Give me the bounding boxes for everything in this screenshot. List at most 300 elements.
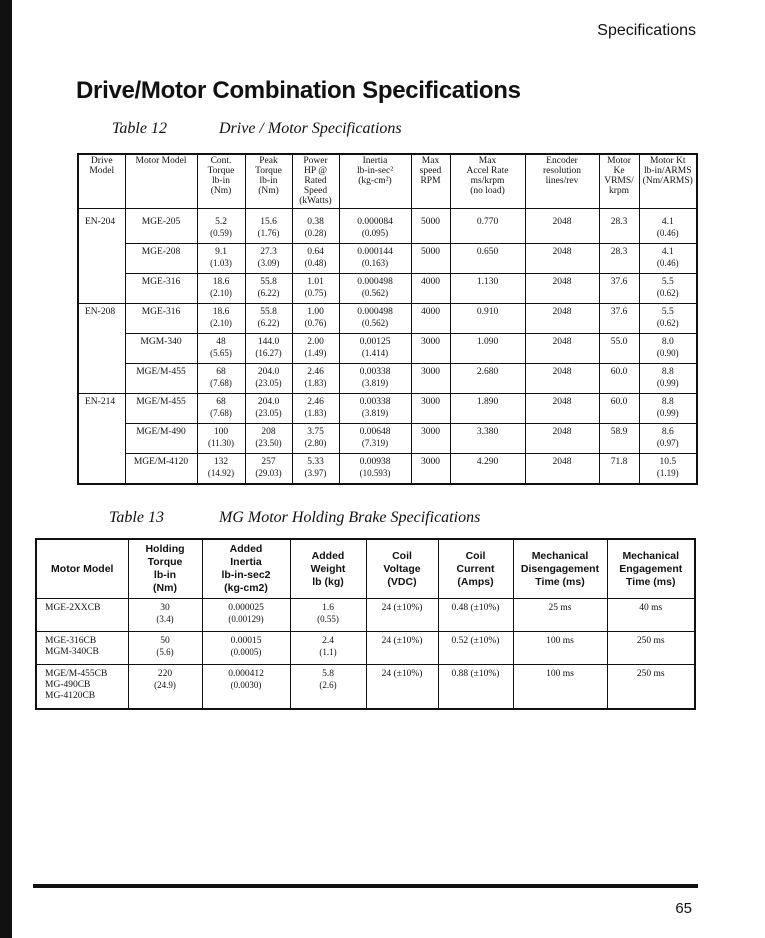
- value: 2048: [552, 337, 572, 347]
- encoder-cell: [525, 209, 599, 244]
- metric-value: (7.68): [210, 378, 232, 388]
- value: 0.000144: [357, 247, 393, 257]
- peak-torque-cell: [245, 274, 292, 304]
- value: 2.46: [307, 367, 324, 377]
- inertia-cell: [339, 209, 411, 244]
- value: 15.6: [260, 217, 277, 227]
- value: 8.6: [661, 427, 674, 437]
- added-weight-cell: [290, 632, 366, 665]
- header-line: Time (ms): [626, 575, 676, 588]
- value: 0.000025: [228, 603, 264, 613]
- metric-value: (0.163): [361, 258, 389, 268]
- motor-ke-cell: [599, 424, 639, 454]
- metric-value: (0.90): [656, 348, 679, 358]
- header-line: (Amps): [457, 575, 494, 588]
- table12-header-cell: [639, 154, 697, 209]
- cont-torque-cell: [197, 394, 245, 424]
- value: 3.75: [307, 427, 324, 437]
- value: 5000: [421, 247, 440, 257]
- value: 2048: [552, 427, 572, 437]
- metric-value: (0.62): [656, 288, 679, 298]
- table13-header-cell: [607, 539, 695, 599]
- brake-spec-table: [35, 538, 696, 710]
- header-line: resolution: [543, 166, 581, 176]
- accel-rate-cell: [450, 424, 525, 454]
- value: MGE-205: [141, 217, 181, 227]
- max-speed-cell: [411, 394, 450, 424]
- value: 5.33: [307, 457, 324, 467]
- table-row: [78, 334, 697, 364]
- metric-value: (24.9): [154, 680, 176, 690]
- power-cell: [292, 244, 339, 274]
- metric-value: (1.83): [304, 408, 327, 418]
- metric-value: (0.28): [304, 228, 327, 238]
- value: 37.6: [610, 307, 628, 317]
- added-weight-cell: [290, 599, 366, 632]
- value: 0.910: [476, 307, 499, 317]
- header-line: (VDC): [387, 575, 417, 588]
- value: 5.2: [215, 217, 227, 227]
- metric-value: (0.97): [656, 438, 679, 448]
- motor-kt-cell: [639, 244, 697, 274]
- value: 60.0: [610, 397, 628, 407]
- value: 0.00338: [359, 367, 391, 377]
- cont-torque-cell: [197, 244, 245, 274]
- motor-model: MG-490CB: [45, 680, 91, 690]
- header-line: lb-in-sec2: [221, 569, 271, 581]
- metric-value: (0.562): [361, 318, 389, 328]
- value: 4.290: [476, 457, 499, 467]
- value: 1.890: [476, 397, 499, 407]
- header-line: Motor Model: [51, 562, 114, 575]
- encoder-cell: [525, 304, 599, 334]
- encoder-cell: [525, 454, 599, 485]
- cont-torque-cell: [197, 334, 245, 364]
- header-line: Added: [311, 549, 345, 562]
- metric-value: (0.99): [656, 378, 679, 388]
- value: 0.38: [307, 217, 324, 227]
- header-line: Voltage: [383, 562, 421, 575]
- holding-torque-cell: [128, 599, 202, 632]
- added-inertia-cell: [202, 632, 290, 665]
- power-cell: [292, 274, 339, 304]
- header-line: lb-in-sec²: [356, 166, 394, 176]
- value: 68: [216, 397, 226, 407]
- value: 50: [160, 636, 170, 646]
- value: 2048: [552, 247, 572, 257]
- peak-torque-cell: [245, 334, 292, 364]
- value: MGE/M-455: [136, 397, 186, 407]
- table-row: [78, 424, 697, 454]
- table-row: [78, 209, 697, 244]
- value: 257: [261, 457, 276, 467]
- value: MGE-208: [141, 247, 181, 257]
- header-line: Peak: [259, 156, 278, 166]
- table12-header-cell: [292, 154, 339, 209]
- value: 58.9: [610, 427, 628, 437]
- value: 68: [216, 367, 226, 377]
- inertia-cell: [339, 304, 411, 334]
- metric-value: (0.62): [656, 318, 679, 328]
- motor-kt-cell: [639, 424, 697, 454]
- header-line: HP @: [304, 166, 327, 176]
- value: MGE-316: [141, 307, 181, 317]
- header-line: Rated: [304, 176, 327, 186]
- value: 2048: [552, 397, 572, 407]
- disengagement-time-cell: [513, 665, 607, 710]
- header-line: Weight: [310, 562, 346, 575]
- value: 0.52 (±10%): [451, 636, 500, 646]
- power-cell: [292, 454, 339, 485]
- motor-model: MGE-316CB: [45, 636, 97, 646]
- value: 10.5: [659, 457, 677, 467]
- header-line: lb-in: [153, 569, 177, 581]
- metric-value: (5.6): [156, 647, 174, 657]
- header-line: Encoder: [546, 156, 578, 166]
- motor-model-cell: [125, 394, 197, 424]
- metric-value: (1.414): [361, 348, 389, 358]
- metric-value: (29.03): [255, 468, 282, 478]
- header-line: RPM: [420, 176, 441, 186]
- drive-model-cell: [78, 274, 125, 304]
- coil-current-cell: [438, 599, 513, 632]
- value: 2.680: [476, 367, 499, 377]
- metric-value: (3.97): [304, 468, 327, 478]
- metric-value: (14.92): [207, 468, 235, 478]
- header-line: Current: [456, 562, 495, 575]
- motor-model-cell: [125, 334, 197, 364]
- inertia-cell: [339, 364, 411, 394]
- header-line: Added: [229, 543, 263, 555]
- table-row: [78, 244, 697, 274]
- table12-header-cell: [411, 154, 450, 209]
- motor-model: MGE-2XXCB: [45, 603, 101, 613]
- inertia-cell: [339, 244, 411, 274]
- value: 0.00938: [359, 457, 391, 467]
- value: 24 (±10%): [381, 636, 423, 646]
- drive-model-cell: [78, 364, 125, 394]
- header-line: Mechanical: [531, 549, 589, 562]
- header-line: Inertia: [230, 556, 262, 568]
- drive-model-cell: [78, 454, 125, 485]
- footer-rule: [33, 884, 698, 888]
- metric-value: (0.76): [304, 318, 327, 328]
- table13-header-cell: [36, 539, 128, 599]
- metric-value: (0.46): [656, 258, 679, 268]
- value: 18.6: [212, 307, 230, 317]
- table-row: [78, 364, 697, 394]
- peak-torque-cell: [245, 454, 292, 485]
- metric-value: (0.55): [317, 614, 339, 624]
- cont-torque-cell: [197, 274, 245, 304]
- value: 3.380: [476, 427, 499, 437]
- metric-value: (0.0005): [230, 647, 262, 657]
- cont-torque-cell: [197, 209, 245, 244]
- page-number: 65: [675, 900, 692, 917]
- value: 5.8: [322, 669, 334, 679]
- table12-body: [78, 209, 697, 485]
- motor-model-cell: [36, 632, 128, 665]
- metric-value: (1.19): [656, 468, 679, 478]
- inertia-cell: [339, 454, 411, 485]
- value: 27.3: [260, 247, 277, 257]
- motor-ke-cell: [599, 454, 639, 485]
- value: 5000: [421, 217, 440, 227]
- header-line: lb (kg): [312, 575, 344, 588]
- value: 25 ms: [548, 603, 572, 613]
- table12-header-cell: [245, 154, 292, 209]
- peak-torque-cell: [245, 424, 292, 454]
- value: 0.00338: [359, 397, 391, 407]
- table12-header-cell: [450, 154, 525, 209]
- max-speed-cell: [411, 304, 450, 334]
- page-title: Drive/Motor Combination Specifications: [76, 77, 521, 104]
- peak-torque-cell: [245, 209, 292, 244]
- value: 24 (±10%): [381, 603, 423, 613]
- motor-model-cell: [125, 364, 197, 394]
- metric-value: (6.22): [257, 288, 280, 298]
- metric-value: (2.10): [210, 318, 232, 328]
- encoder-cell: [525, 364, 599, 394]
- value: 132: [213, 457, 229, 467]
- value: 100: [213, 427, 229, 437]
- header-line: Time (ms): [535, 575, 585, 588]
- table13-header-cell: [290, 539, 366, 599]
- power-cell: [292, 424, 339, 454]
- header-line: (Nm): [153, 582, 177, 594]
- disengagement-time-cell: [513, 632, 607, 665]
- cont-torque-cell: [197, 454, 245, 485]
- table-row: [36, 665, 695, 710]
- value: 204.0: [257, 397, 280, 407]
- motor-model-cell: [36, 599, 128, 632]
- table12-header-cell: [197, 154, 245, 209]
- metric-value: (23.50): [255, 438, 282, 448]
- cont-torque-cell: [197, 424, 245, 454]
- value: MGE/M-4120: [133, 457, 189, 467]
- header-line: (kg-cm²): [358, 176, 392, 186]
- value: 100 ms: [546, 669, 574, 679]
- header-line: Drive: [90, 156, 113, 166]
- inertia-cell: [339, 334, 411, 364]
- value: MGM-340: [140, 337, 182, 347]
- value: 40 ms: [639, 603, 663, 613]
- value: 3000: [421, 397, 440, 407]
- metric-value: (3.819): [361, 408, 389, 418]
- table13-body: [36, 599, 695, 710]
- peak-torque-cell: [245, 364, 292, 394]
- value: 37.6: [610, 277, 628, 287]
- drive-motor-spec-table: [77, 153, 698, 485]
- motor-model-cell: [125, 454, 197, 485]
- motor-kt-cell: [639, 334, 697, 364]
- motor-model-cell: [125, 274, 197, 304]
- table12-caption-text: Drive / Motor Specifications: [219, 120, 402, 137]
- table13-header-cell: [366, 539, 438, 599]
- metric-value: (1.83): [304, 378, 327, 388]
- metric-value: (7.319): [361, 438, 389, 448]
- value: 4.1: [661, 247, 674, 257]
- metric-value: (0.0030): [230, 680, 262, 690]
- table12-header-cell: [125, 154, 197, 209]
- accel-rate-cell: [450, 274, 525, 304]
- table12-header-cell: [599, 154, 639, 209]
- value: 1.130: [476, 277, 499, 287]
- table-row: [78, 454, 697, 485]
- value: 0.88 (±10%): [451, 669, 500, 679]
- motor-kt-cell: [639, 454, 697, 485]
- encoder-cell: [525, 334, 599, 364]
- max-speed-cell: [411, 454, 450, 485]
- header-line: Max: [421, 156, 440, 166]
- power-cell: [292, 334, 339, 364]
- engagement-time-cell: [607, 632, 695, 665]
- table12-header-row: [78, 154, 697, 209]
- value: 18.6: [212, 277, 230, 287]
- motor-kt-cell: [639, 394, 697, 424]
- header-line: Engagement: [619, 562, 683, 575]
- header-line: (Nm): [210, 186, 232, 196]
- motor-ke-cell: [599, 209, 639, 244]
- motor-kt-cell: [639, 304, 697, 334]
- added-inertia-cell: [202, 599, 290, 632]
- header-line: Power: [303, 156, 328, 166]
- power-cell: [292, 209, 339, 244]
- header-line: Coil: [465, 549, 486, 562]
- drive-model-cell: EN-204: [78, 209, 125, 244]
- metric-value: (0.99): [656, 408, 679, 418]
- value: 71.8: [610, 457, 628, 467]
- metric-value: (0.46): [656, 228, 679, 238]
- header-line: Speed: [303, 186, 328, 196]
- value: 0.650: [476, 247, 499, 257]
- header-line: (Nm/ARMS): [642, 176, 693, 186]
- value: 28.3: [610, 217, 628, 227]
- value: 0.770: [476, 217, 499, 227]
- value: 5.5: [661, 307, 674, 317]
- header-line: Motor Ke: [607, 156, 631, 176]
- motor-model-cell: [125, 304, 197, 334]
- metric-value: (23.05): [255, 378, 282, 388]
- metric-value: (2.10): [210, 288, 232, 298]
- header-line: krpm: [608, 186, 630, 196]
- power-cell: [292, 364, 339, 394]
- value: 1.6: [322, 603, 334, 613]
- max-speed-cell: [411, 244, 450, 274]
- metric-value: (11.30): [208, 438, 234, 448]
- value: 3000: [421, 367, 440, 377]
- value: 208: [261, 427, 276, 437]
- header-line: Model: [89, 166, 115, 176]
- inertia-cell: [339, 394, 411, 424]
- motor-model-cell: [125, 209, 197, 244]
- value: 0.000498: [357, 307, 393, 317]
- motor-model-cell: [36, 665, 128, 710]
- table13-header-row: [36, 539, 695, 599]
- encoder-cell: [525, 274, 599, 304]
- drive-model-cell: [78, 244, 125, 274]
- header-line: Inertia: [362, 156, 388, 166]
- peak-torque-cell: [245, 244, 292, 274]
- encoder-cell: [525, 244, 599, 274]
- value: 8.8: [661, 397, 674, 407]
- table13-header-cell: [202, 539, 290, 599]
- value: 3000: [421, 457, 440, 467]
- header-line: Torque: [147, 556, 183, 568]
- value: 4000: [421, 307, 440, 317]
- cont-torque-cell: [197, 364, 245, 394]
- header-line: Mechanical: [622, 549, 680, 562]
- value: 2.00: [307, 337, 324, 347]
- motor-model: MG-4120CB: [45, 691, 96, 701]
- metric-value: (6.22): [257, 318, 280, 328]
- max-speed-cell: [411, 209, 450, 244]
- header-line: lb-in: [259, 176, 278, 186]
- value: 204.0: [257, 367, 280, 377]
- holding-torque-cell: [128, 632, 202, 665]
- accel-rate-cell: [450, 304, 525, 334]
- metric-value: (3.4): [156, 614, 174, 624]
- value: 55.8: [260, 307, 277, 317]
- metric-value: (10.593): [359, 468, 391, 478]
- value: MGE/M-455: [136, 367, 186, 377]
- table-row: [78, 304, 697, 334]
- header-line: Coil: [392, 549, 412, 562]
- header-line: Accel Rate: [466, 166, 509, 176]
- value: 250 ms: [636, 669, 665, 679]
- table13-header-cell: [438, 539, 513, 599]
- header-line: Max: [478, 156, 497, 166]
- coil-voltage-cell: [366, 665, 438, 710]
- table12-header-cell: [525, 154, 599, 209]
- max-speed-cell: [411, 334, 450, 364]
- table-row: [78, 394, 697, 424]
- motor-model-cell: [125, 244, 197, 274]
- engagement-time-cell: [607, 599, 695, 632]
- metric-value: (1.1): [319, 647, 337, 657]
- table12-header-cell: [339, 154, 411, 209]
- max-speed-cell: [411, 274, 450, 304]
- peak-torque-cell: [245, 394, 292, 424]
- value: 220: [157, 669, 173, 679]
- cont-torque-cell: [197, 304, 245, 334]
- metric-value: (1.76): [257, 228, 280, 238]
- metric-value: (3.819): [361, 378, 389, 388]
- holding-torque-cell: [128, 665, 202, 710]
- header-line: Cont.: [210, 156, 232, 166]
- value: 1.090: [476, 337, 499, 347]
- metric-value: (0.48): [304, 258, 327, 268]
- accel-rate-cell: [450, 209, 525, 244]
- max-speed-cell: [411, 424, 450, 454]
- power-cell: [292, 394, 339, 424]
- value: 0.00125: [359, 337, 391, 347]
- value: 0.000498: [357, 277, 393, 287]
- value: 0.00648: [359, 427, 391, 437]
- value: 2048: [552, 277, 572, 287]
- accel-rate-cell: [450, 364, 525, 394]
- value: MGE-316: [141, 277, 181, 287]
- value: MGE/M-490: [136, 427, 186, 437]
- metric-value: (7.68): [210, 408, 232, 418]
- header-line: Motor Model: [135, 156, 187, 166]
- value: 1.01: [307, 277, 324, 287]
- value: 0.000412: [228, 669, 264, 679]
- max-speed-cell: [411, 364, 450, 394]
- value: 0.48 (±10%): [451, 603, 500, 613]
- motor-model: MGM-340CB: [45, 647, 99, 657]
- metric-value: (2.6): [319, 680, 337, 690]
